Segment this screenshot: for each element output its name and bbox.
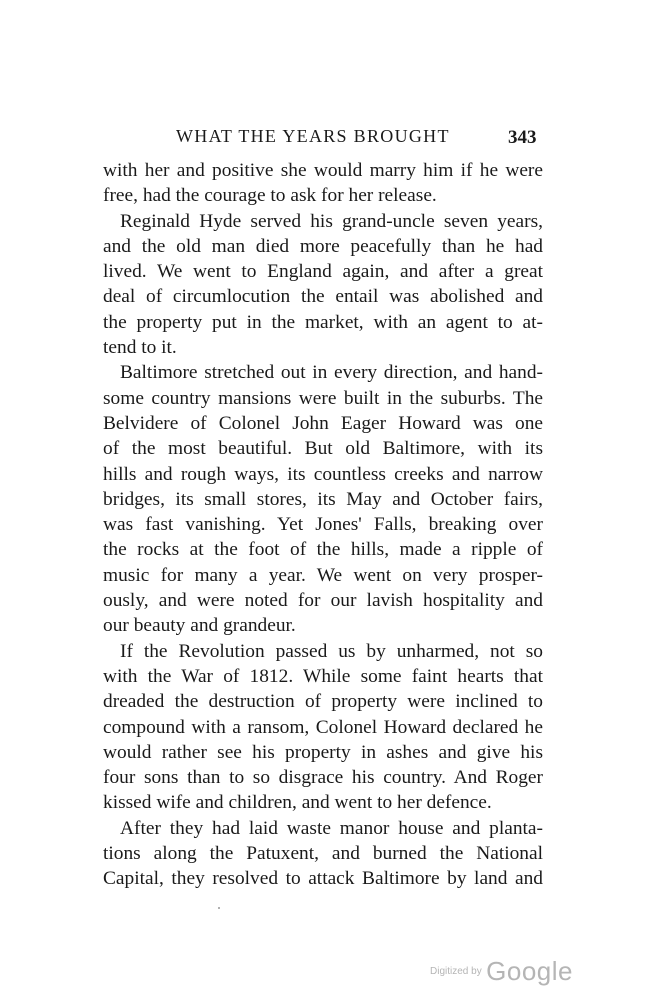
text-line: would rather see his property in ashes and give his [103,741,543,763]
text-line: compound with a ransom, Colonel Howard declared he [103,716,543,738]
text-line: the property put in the market, with an agent to at- [103,311,543,333]
text-line: kissed wife and children, and went to her defence. [103,792,492,814]
text-line: our beauty and grandeur. [103,615,296,637]
text-line: and the old man died more peacefully than he had [103,235,543,257]
text-line: deal of circumlocution the entail was abolished and [103,286,543,308]
watermark-prefix: Digitized by [430,966,482,977]
digitized-by-google-watermark [430,956,573,987]
text-line: the rocks at the foot of the hills, made a ripple of [103,539,543,561]
text-line: some country mansions were built in the suburbs. The [103,387,543,409]
text-line: tions along the Patuxent, and burned the National [103,843,543,865]
body-text [103,158,543,892]
text-line: Capital, they resolved to attack Baltimore by land and [103,868,543,890]
text-line: If the Revolution passed us by unharmed, not so [120,640,543,662]
running-title: WHAT THE YEARS BROUGHT [176,126,450,146]
page-number: 343 [508,127,537,148]
text-line: with the War of 1812. While some faint hearts that [103,665,543,687]
text-line: dreaded the destruction of property were inclined to [103,691,543,713]
text-line: After they had laid waste manor house and planta- [120,817,543,839]
text-line: lived. We went to England again, and after a great [103,261,543,283]
text-line: Belvidere of Colonel John Eager Howard was one [103,412,543,434]
text-line: tend to it. [103,337,177,359]
text-line: was fast vanishing. Yet Jones' Falls, breaking over [103,514,543,536]
text-line: ously, and were noted for our lavish hospitality and [103,590,543,612]
text-line: of the most beautiful. But old Baltimore, with its [103,438,543,460]
text-line: four sons than to so disgrace his country. And Roger [103,767,543,789]
text-line: Reginald Hyde served his grand-uncle seven years, [120,210,543,232]
text-line: music for many a year. We went on very prosper- [103,564,543,586]
text-line: bridges, its small stores, its May and October fairs, [103,488,543,510]
text-line: hills and rough ways, its countless creeks and narrow [103,463,543,485]
scan-speck [218,907,220,909]
text-line: Baltimore stretched out in every direction, and hand- [120,362,543,384]
google-logo: Google [486,956,573,986]
text-line: with her and positive she would marry him if he were [103,160,543,181]
text-line: free, had the courage to ask for her release. [103,185,437,207]
